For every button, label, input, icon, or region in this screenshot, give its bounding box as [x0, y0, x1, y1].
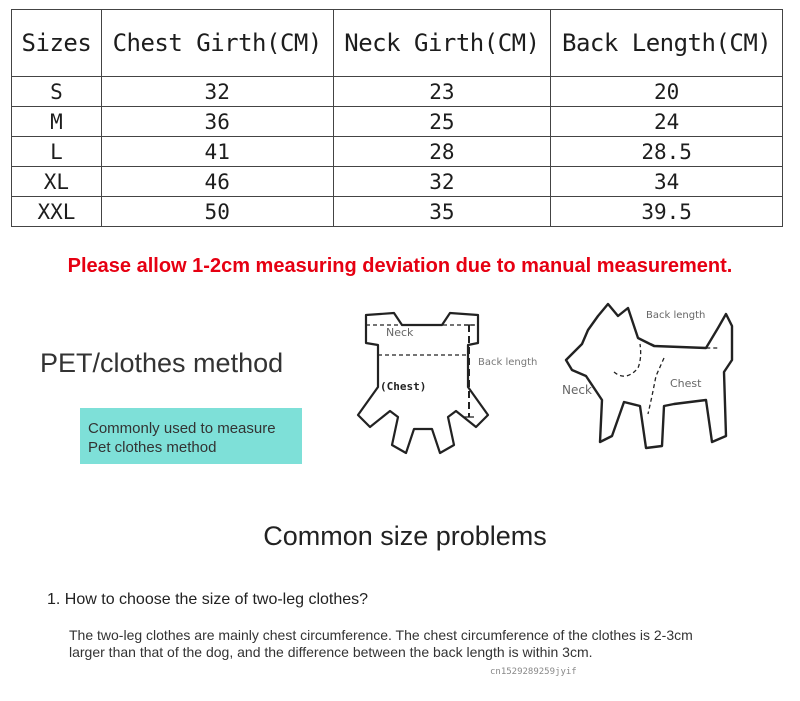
chest-label: Chest: [670, 377, 702, 390]
chest-label: (Chest): [380, 380, 427, 393]
neck-cell: 23: [333, 77, 551, 107]
size-cell: L: [12, 137, 102, 167]
back-length-label: Back length: [646, 310, 706, 321]
measurement-deviation-note: Please allow 1-2cm measuring deviation due to manual measurement.: [67, 255, 733, 277]
back-length-label: Back length: [478, 357, 538, 368]
back-cell: 39.5: [551, 197, 783, 227]
method-box-line1: Commonly used to measure: [88, 420, 276, 437]
chest-cell: 46: [101, 167, 333, 197]
size-cell: XL: [12, 167, 102, 197]
table-row: [12, 167, 783, 197]
neck-measure-line: [614, 344, 641, 376]
back-cell: 20: [551, 77, 783, 107]
chest-cell: 50: [101, 197, 333, 227]
watermark-text: cn1529289259jyif: [490, 667, 577, 677]
table-row: [12, 137, 783, 167]
neck-cell: 25: [333, 107, 551, 137]
dog-measurement-diagram: [556, 296, 756, 456]
method-box-line2: Pet clothes method: [88, 439, 217, 456]
chest-cell: 32: [101, 77, 333, 107]
neck-cell: 32: [333, 167, 551, 197]
header-neck-girth: Neck Girth(CM): [333, 10, 551, 77]
table-header-row: [12, 10, 783, 77]
back-cell: 34: [551, 167, 783, 197]
faq-answer: The two-leg clothes are mainly chest circumference. The chest circumference of the clothes is 2-3cm larger than that of the dog, and the difference between the back length is within 3cm.: [69, 627, 693, 660]
back-cell: 24: [551, 107, 783, 137]
method-info-box: [80, 408, 302, 464]
size-cell: M: [12, 107, 102, 137]
table-row: [12, 77, 783, 107]
size-cell: XXL: [12, 197, 102, 227]
method-title: PET/clothes method: [40, 348, 284, 378]
back-cell: 28.5: [551, 137, 783, 167]
size-cell: S: [12, 77, 102, 107]
chest-measure-line: [648, 358, 664, 414]
header-back-length: Back Length(CM): [551, 10, 783, 77]
faq-question: 1. How to choose the size of two-leg clothes?: [47, 591, 369, 608]
size-table: [11, 9, 783, 227]
table-row: [12, 107, 783, 137]
dog-outline: [566, 304, 732, 448]
neck-cell: 35: [333, 197, 551, 227]
table-row: [12, 197, 783, 227]
chest-cell: 41: [101, 137, 333, 167]
chest-cell: 36: [101, 107, 333, 137]
neck-cell: 28: [333, 137, 551, 167]
neck-label: Neck: [386, 326, 414, 339]
header-sizes: Sizes: [12, 10, 102, 77]
section-title: Common size problems: [263, 521, 547, 551]
pet-clothes-diagram: [328, 305, 553, 475]
header-chest-girth: Chest Girth(CM): [101, 10, 333, 77]
neck-label: Neck: [562, 383, 592, 397]
